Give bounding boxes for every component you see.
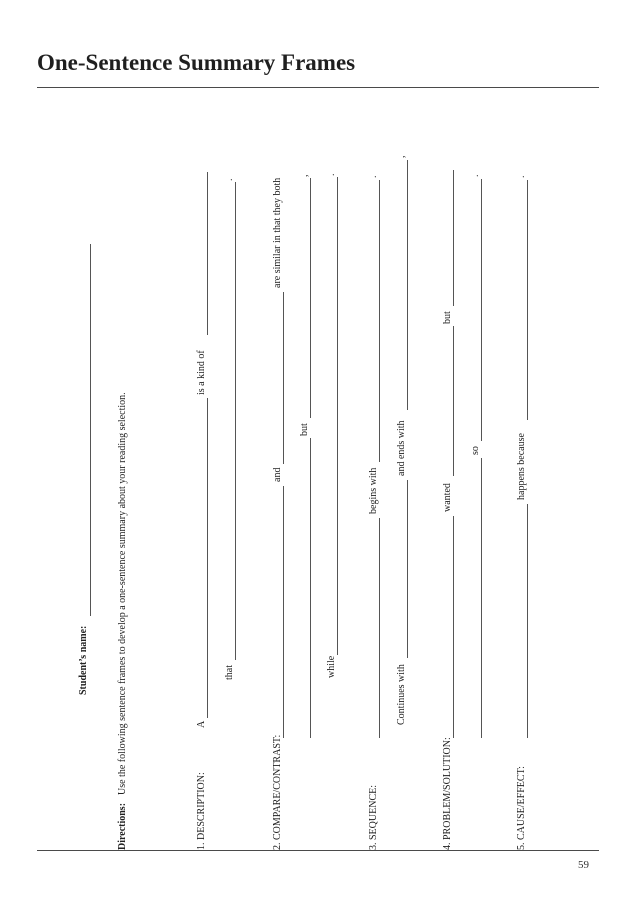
sequence-blank-3[interactable] [407, 480, 408, 658]
directions-label: Directions: [117, 802, 128, 850]
problem-blank-1[interactable] [453, 516, 454, 738]
page-number: 59 [578, 859, 589, 871]
compare-period: . [326, 173, 337, 176]
cause-label: 5. CAUSE/EFFECT: [516, 766, 527, 850]
cause-period: . [516, 175, 527, 178]
directions-text: Use the following sentence frames to develop a one-sentence summary about your reading selection. [117, 392, 128, 795]
compare-but: but [299, 423, 310, 436]
sequence-blank-4[interactable] [407, 160, 408, 410]
compare-blank-1[interactable] [283, 486, 284, 738]
student-name-line[interactable] [90, 244, 91, 616]
description-that: that [224, 665, 235, 680]
problem-blank-2[interactable] [453, 326, 454, 476]
sequence-blank-1[interactable] [379, 518, 380, 738]
sequence-period: . [368, 175, 379, 178]
description-blank-1[interactable] [207, 398, 208, 718]
student-name-label: Student’s name: [78, 625, 89, 695]
compare-blank-5[interactable] [337, 177, 338, 655]
description-blank-2[interactable] [207, 172, 208, 335]
problem-but: but [442, 311, 453, 324]
sequence-and-ends-with: and ends with [396, 420, 407, 476]
description-is-a-kind-of: is a kind of [196, 350, 207, 395]
description-a: A [196, 720, 207, 728]
problem-blank-4[interactable] [481, 458, 482, 738]
sequence-continues-with: Continues with [396, 664, 407, 725]
compare-while: while [326, 655, 337, 678]
problem-blank-3[interactable] [453, 170, 454, 306]
cause-blank-2[interactable] [527, 180, 528, 420]
problem-blank-5[interactable] [481, 179, 482, 441]
compare-blank-2[interactable] [283, 292, 284, 464]
sequence-comma: , [396, 155, 407, 158]
compare-are-similar: are similar in that they both [272, 177, 283, 288]
page-title: One-Sentence Summary Frames [37, 50, 356, 75]
sequence-blank-2[interactable] [379, 180, 380, 462]
problem-so: so [470, 446, 481, 455]
problem-wanted: wanted [442, 483, 453, 512]
problem-label: 4. PROBLEM/SOLUTION: [442, 737, 453, 850]
worksheet-rotated [60, 150, 600, 850]
header-rule [37, 87, 599, 88]
description-label: 1. DESCRIPTION: [196, 772, 207, 850]
compare-blank-4[interactable] [310, 178, 311, 418]
cause-blank-1[interactable] [527, 504, 528, 738]
problem-period: . [470, 174, 481, 177]
compare-and: and [272, 467, 283, 482]
compare-label: 2. COMPARE/CONTRAST: [272, 734, 283, 850]
description-period: . [224, 178, 235, 181]
footer-rule [37, 850, 599, 851]
compare-blank-3[interactable] [310, 438, 311, 738]
cause-happens-because: happens because [516, 433, 527, 500]
sequence-begins-with: begins with [368, 467, 379, 514]
sequence-label: 3. SEQUENCE: [368, 785, 379, 850]
description-blank-3[interactable] [235, 182, 236, 660]
compare-comma: , [299, 174, 310, 177]
